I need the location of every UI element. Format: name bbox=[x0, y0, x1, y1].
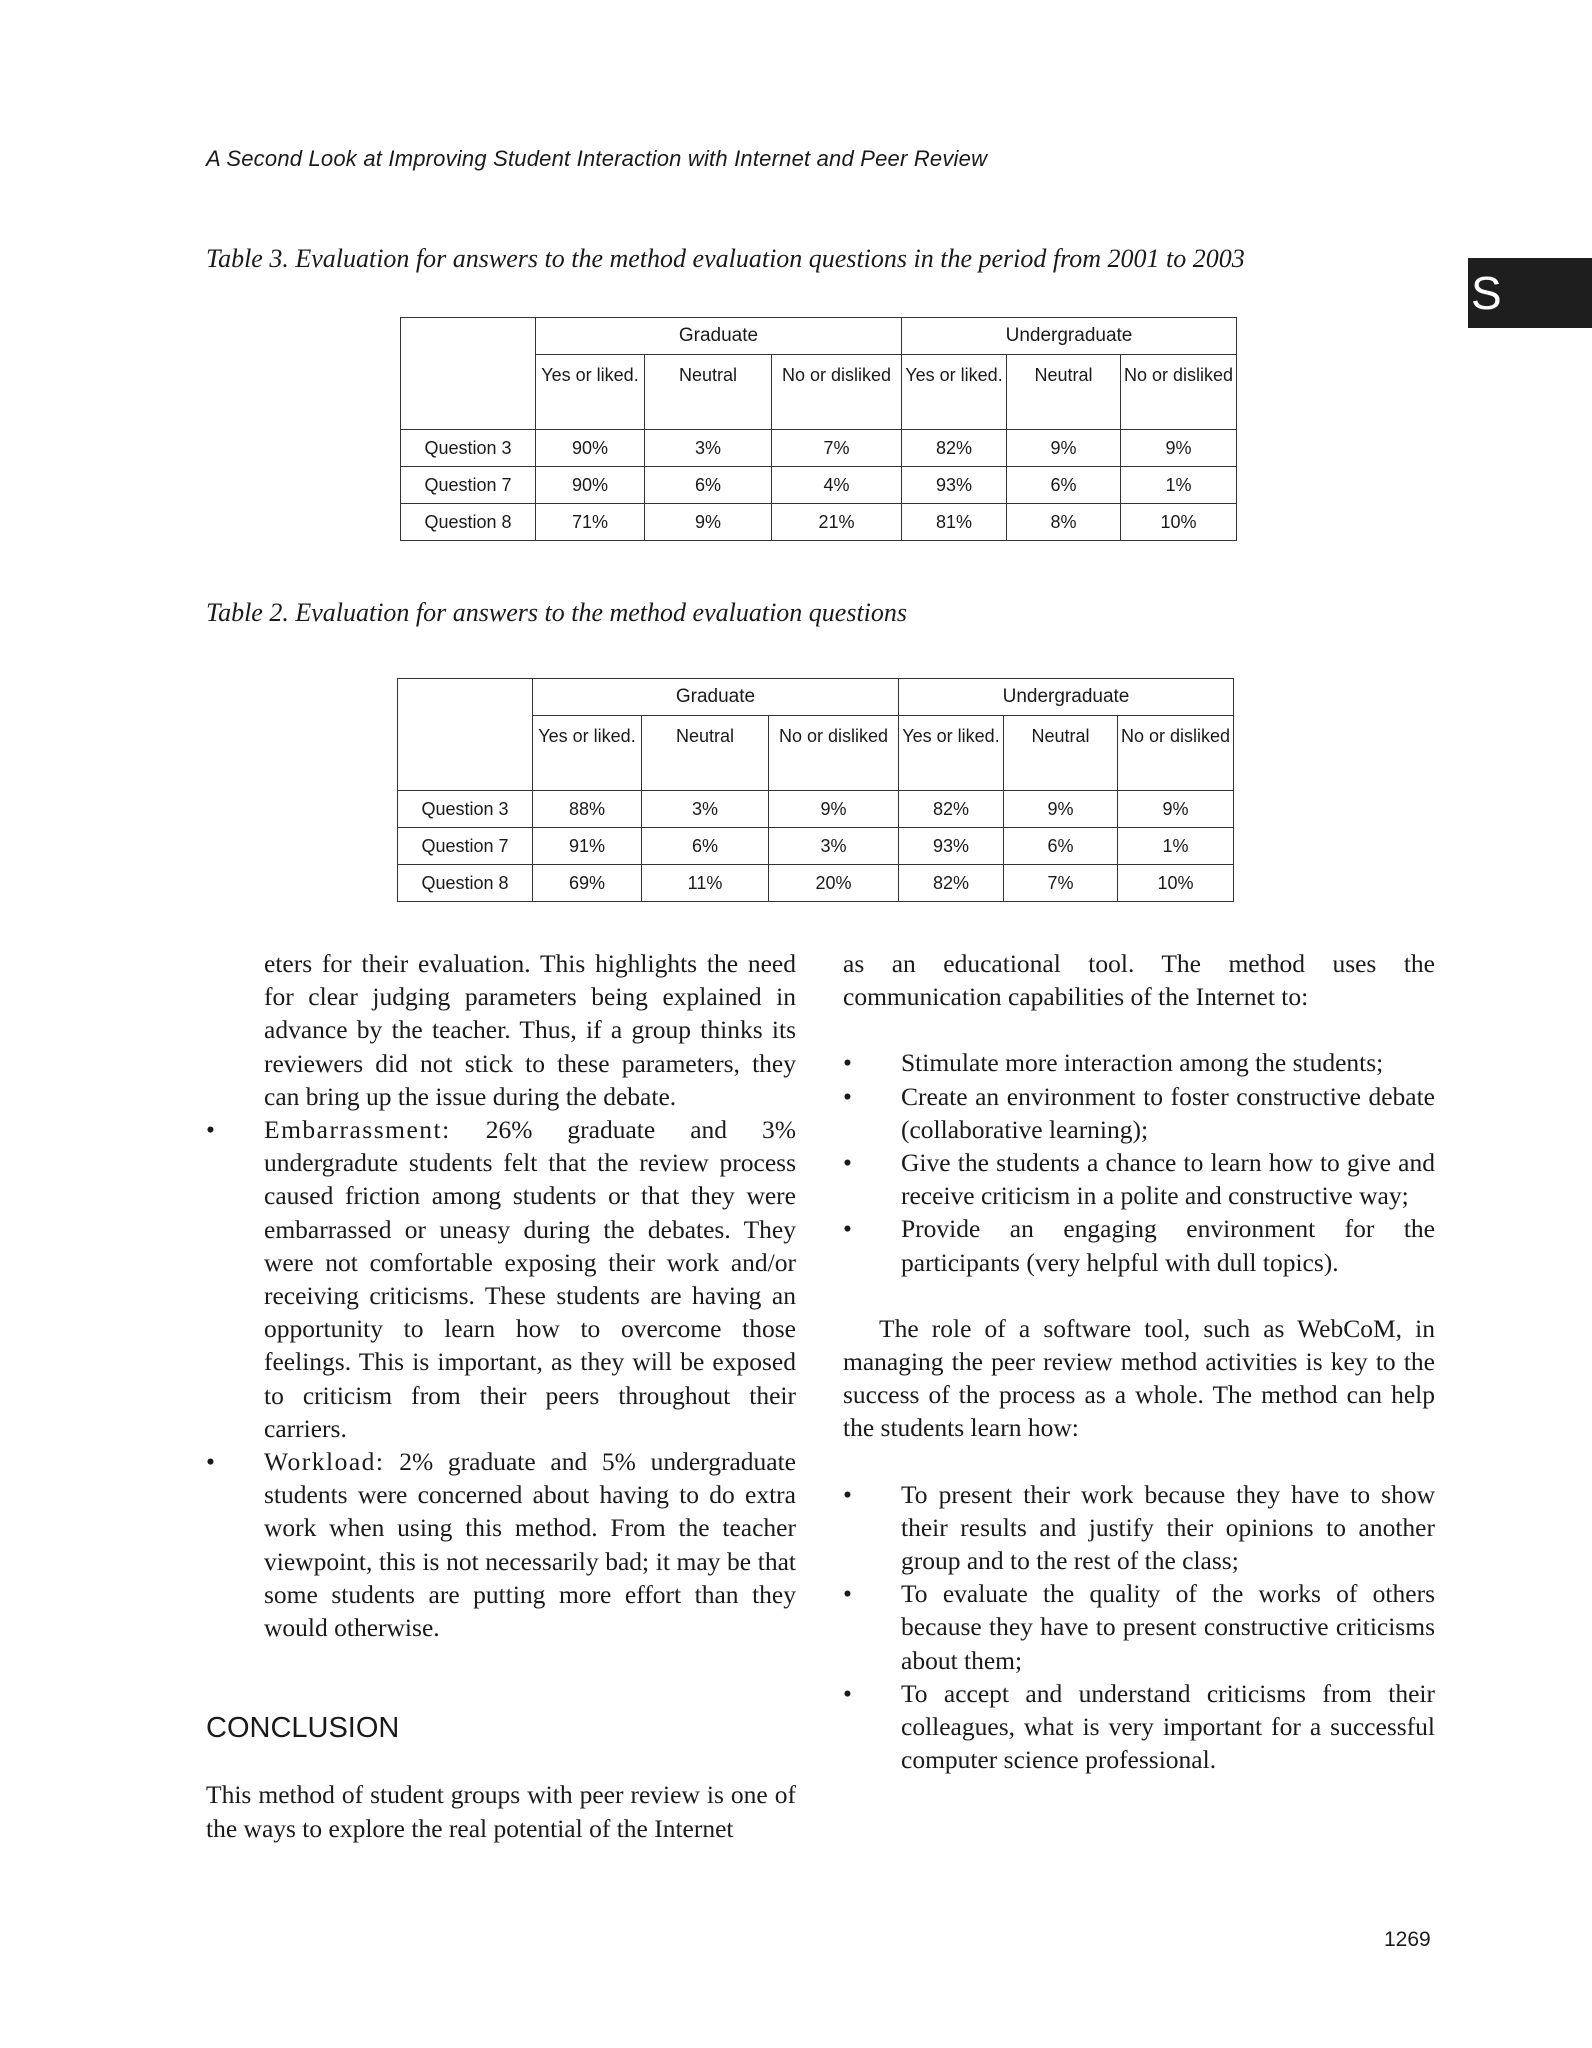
cell: 3% bbox=[642, 791, 769, 828]
cell: 3% bbox=[769, 828, 899, 865]
right-column bbox=[843, 947, 1435, 1776]
section-tab: S bbox=[1468, 258, 1592, 328]
list-item bbox=[843, 1080, 1435, 1146]
cell: 93% bbox=[899, 828, 1004, 865]
bullet-list bbox=[843, 1046, 1435, 1278]
group-header: Graduate bbox=[536, 318, 902, 355]
cell: 88% bbox=[533, 791, 642, 828]
cell: 91% bbox=[533, 828, 642, 865]
cell: 20% bbox=[769, 865, 899, 902]
list-item bbox=[206, 1445, 796, 1644]
cell: 1% bbox=[1118, 828, 1234, 865]
row-label: Question 7 bbox=[398, 828, 533, 865]
cell: 1% bbox=[1121, 467, 1237, 504]
cell: 6% bbox=[642, 828, 769, 865]
bullet-icon: • bbox=[206, 1447, 215, 1477]
group-header: Undergraduate bbox=[899, 679, 1234, 716]
column-header: No or disliked bbox=[1118, 716, 1234, 791]
cell: 10% bbox=[1118, 865, 1234, 902]
bullet-icon: • bbox=[843, 1081, 852, 1111]
cell: 82% bbox=[899, 791, 1004, 828]
cell: 7% bbox=[1004, 865, 1118, 902]
bullet-keyword: Embarrassment: bbox=[264, 1115, 451, 1145]
bullet-icon: • bbox=[843, 1148, 852, 1178]
intro-paragraph: as an educational tool. The method uses the communication capabilities of the Internet to: bbox=[843, 949, 1435, 1012]
bullet-icon: • bbox=[843, 1579, 852, 1609]
table-row bbox=[398, 865, 1234, 902]
bullet-text: 2% graduate and 5% undergraduate students were concerned about having to do extra work when using this method. From the teacher viewpoint, this is not necessarily bad; it may be that some students are putting more effort than they would otherwise. bbox=[264, 1447, 796, 1643]
table-row bbox=[398, 791, 1234, 828]
row-label: Question 8 bbox=[401, 504, 536, 541]
table-3-caption: Table 3. Evaluation for answers to the method evaluation questions in the period from 2001 to 2003 bbox=[206, 244, 1245, 273]
cell: 9% bbox=[645, 504, 772, 541]
table-2 bbox=[397, 678, 1234, 902]
cell: 9% bbox=[1004, 791, 1118, 828]
list-item bbox=[843, 1046, 1435, 1079]
conclusion-paragraph: This method of student groups with peer review is one of the ways to explore the real potential of the Internet bbox=[206, 1780, 796, 1843]
cell: 21% bbox=[772, 504, 902, 541]
table-corner bbox=[401, 318, 536, 430]
cell: 81% bbox=[902, 504, 1007, 541]
table-row bbox=[401, 467, 1237, 504]
cell: 71% bbox=[536, 504, 645, 541]
list-item bbox=[843, 1478, 1435, 1578]
cell: 90% bbox=[536, 467, 645, 504]
table-3 bbox=[400, 317, 1237, 541]
cell: 93% bbox=[902, 467, 1007, 504]
table-row bbox=[401, 504, 1237, 541]
cell: 6% bbox=[1007, 467, 1121, 504]
list-item bbox=[206, 1113, 796, 1445]
cell: 6% bbox=[645, 467, 772, 504]
list-item bbox=[843, 1212, 1435, 1278]
bullet-text: Create an environment to foster constructive debate (collaborative learning); bbox=[901, 1081, 1435, 1144]
list-item bbox=[843, 1577, 1435, 1677]
section-heading: CONCLUSION bbox=[206, 1712, 400, 1745]
running-header: A Second Look at Improving Student Interaction with Internet and Peer Review bbox=[206, 146, 988, 171]
continuation-paragraph: eters for their evaluation. This highlights the need for clear judging parameters being explained in advance by the teacher. Thus, if a group thinks its reviewers did not stick to these parameters, they can bring up the issue during the debate. bbox=[264, 949, 796, 1111]
bullet-text: To accept and understand criticisms from their colleagues, what is very important for a successful computer science professional. bbox=[901, 1678, 1435, 1775]
column-header: Neutral bbox=[1007, 355, 1121, 430]
column-header: Neutral bbox=[645, 355, 772, 430]
cell: 7% bbox=[772, 430, 902, 467]
bullet-icon: • bbox=[843, 1214, 852, 1244]
bullet-text: 26% graduate and 3% undergradute students felt that the review process caused friction among students or that they were embarrassed or uneasy during the debates. They were not comfortable exposing their work and/or receiving criticisms. These students are having an opportunity to learn how to overcome those feelings. This is important, as they will be exposed to criticism from their peers throughout their carriers. bbox=[264, 1115, 796, 1443]
bullet-icon: • bbox=[843, 1678, 852, 1708]
row-label: Question 3 bbox=[401, 430, 536, 467]
bullet-icon: • bbox=[206, 1115, 215, 1145]
column-header: Yes or liked. bbox=[533, 716, 642, 791]
column-header: No or disliked bbox=[1121, 355, 1237, 430]
cell: 9% bbox=[1118, 791, 1234, 828]
left-column bbox=[206, 947, 796, 1845]
cell: 6% bbox=[1004, 828, 1118, 865]
cell: 9% bbox=[1007, 430, 1121, 467]
cell: 90% bbox=[536, 430, 645, 467]
group-header: Undergraduate bbox=[902, 318, 1237, 355]
list-item bbox=[843, 1146, 1435, 1212]
bullet-list bbox=[843, 1478, 1435, 1777]
cell: 8% bbox=[1007, 504, 1121, 541]
column-header: No or disliked bbox=[769, 716, 899, 791]
table-row bbox=[398, 828, 1234, 865]
bullet-text: To evaluate the quality of the works of others because they have to present constructive criticisms about them; bbox=[901, 1579, 1435, 1675]
bullet-text: Provide an engaging environment for the participants (very helpful with dull topics). bbox=[901, 1214, 1435, 1277]
row-label: Question 7 bbox=[401, 467, 536, 504]
cell: 10% bbox=[1121, 504, 1237, 541]
table-row bbox=[401, 430, 1237, 467]
cell: 4% bbox=[772, 467, 902, 504]
cell: 82% bbox=[899, 865, 1004, 902]
page-number: 1269 bbox=[1384, 1928, 1431, 1951]
column-header: Yes or liked. bbox=[902, 355, 1007, 430]
cell: 9% bbox=[769, 791, 899, 828]
cell: 82% bbox=[902, 430, 1007, 467]
bullet-text: Give the students a chance to learn how to give and receive criticism in a polite and constructive way; bbox=[901, 1148, 1435, 1211]
column-header: No or disliked bbox=[772, 355, 902, 430]
column-header: Neutral bbox=[1004, 716, 1118, 791]
group-header: Graduate bbox=[533, 679, 899, 716]
row-label: Question 3 bbox=[398, 791, 533, 828]
cell: 3% bbox=[645, 430, 772, 467]
row-label: Question 8 bbox=[398, 865, 533, 902]
bullet-keyword: Workload: bbox=[264, 1447, 385, 1477]
list-item bbox=[843, 1677, 1435, 1777]
cell: 69% bbox=[533, 865, 642, 902]
bullet-text: Stimulate more interaction among the students; bbox=[901, 1048, 1384, 1078]
bullet-list bbox=[206, 1113, 796, 1644]
body-paragraph: The role of a software tool, such as WebCoM, in managing the peer review method activities is key to the success of the process as a whole. The method can help the students learn how: bbox=[843, 1313, 1435, 1443]
table-2-caption: Table 2. Evaluation for answers to the method evaluation questions bbox=[206, 598, 908, 627]
cell: 9% bbox=[1121, 430, 1237, 467]
column-header: Yes or liked. bbox=[899, 716, 1004, 791]
bullet-icon: • bbox=[843, 1048, 852, 1078]
table-corner bbox=[398, 679, 533, 791]
bullet-text: To present their work because they have to show their results and justify their opinions to another group and to the rest of the class; bbox=[901, 1479, 1435, 1576]
cell: 11% bbox=[642, 865, 769, 902]
column-header: Neutral bbox=[642, 716, 769, 791]
column-header: Yes or liked. bbox=[536, 355, 645, 430]
bullet-icon: • bbox=[843, 1479, 852, 1509]
